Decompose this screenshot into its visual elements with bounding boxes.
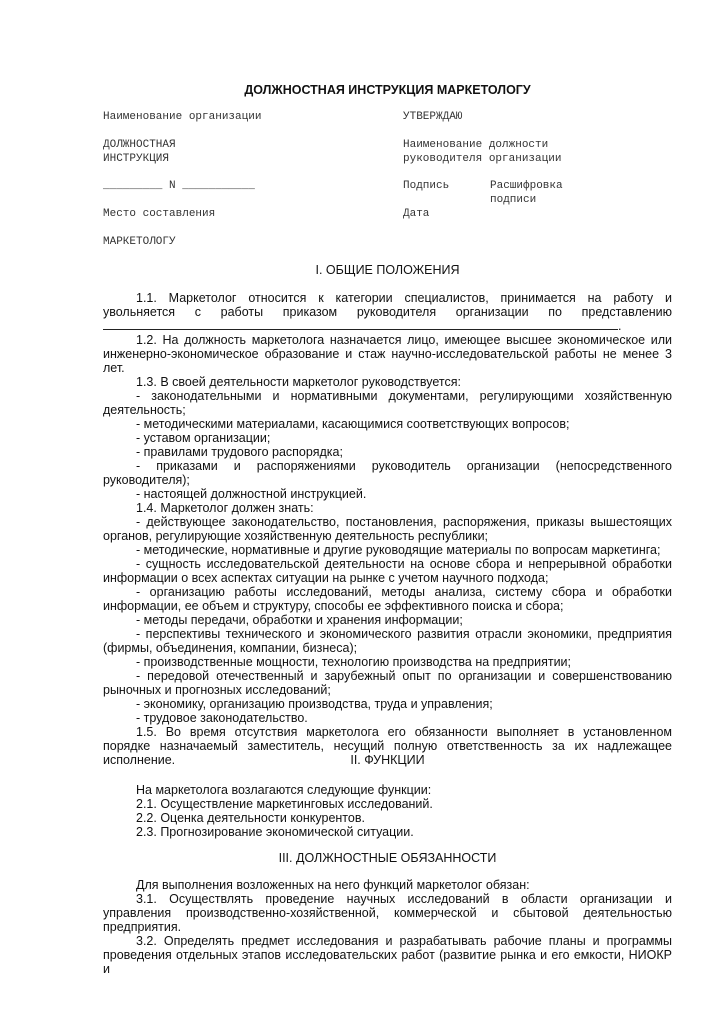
paragraph bbox=[103, 291, 672, 333]
paragraph-text: 2.2. Оценка деятельности конкурентов. bbox=[136, 811, 365, 825]
paragraph bbox=[103, 585, 672, 613]
place-label: Место составления bbox=[103, 208, 216, 220]
paragraph-text: 1.4. Маркетолог должен знать: bbox=[136, 501, 314, 515]
paragraph-text: 1.2. На должность маркетолога назначается лицо, имеющее высшее экономическое или инженерно-экономическое образование и стаж научно-исследовательской работы не менее 3 лет. bbox=[103, 333, 672, 375]
section-body bbox=[103, 878, 672, 976]
paragraph-text: - организацию работы исследований, методы анализа, систему сбора и обработки информации, ее объем и структуру, способы ее эффективного поиска и сбора; bbox=[103, 585, 672, 613]
paragraph-text: На маркетолога возлагаются следующие функции: bbox=[136, 783, 432, 797]
paragraph-text: - уставом организации; bbox=[136, 431, 271, 445]
paragraph bbox=[103, 557, 672, 585]
paragraph bbox=[103, 431, 672, 445]
decode-line-2: подписи bbox=[490, 194, 537, 206]
paragraph-text: - приказами и распоряжениями руководитель организации (непосредственного руководителя); bbox=[103, 459, 672, 487]
paragraph-text: 3.1. Осуществлять проведение научных исследований в области организации и управления производственно-хозяйственной, коммерческой и сбытовой деятельностью предприятия. bbox=[103, 892, 672, 934]
paragraph-text: - методические, нормативные и другие руководящие материалы по вопросам маркетинга; bbox=[136, 543, 661, 557]
signature-label: Подпись bbox=[403, 180, 450, 192]
paragraph-text: 1.3. В своей деятельности маркетолог руководствуется: bbox=[136, 375, 461, 389]
paragraph bbox=[103, 375, 672, 389]
blank-fill-line bbox=[103, 319, 618, 330]
paragraph-text: - перспективы технического и экономического развития отрасли экономики, предприятия (фирмы, объединения, компании, бизнеса); bbox=[103, 627, 672, 655]
paragraph-text: - сущность исследовательской деятельности на основе сбора и непрерывной обработки информации о всех аспектах ситуации на рынке с учетом научного подхода; bbox=[103, 557, 672, 585]
section-heading: I. ОБЩИЕ ПОЛОЖЕНИЯ bbox=[315, 263, 460, 277]
paragraph bbox=[103, 669, 672, 697]
paragraph bbox=[103, 613, 672, 627]
paragraph-text: - производственные мощности, технологию производства на предприятии; bbox=[136, 655, 572, 669]
paragraph bbox=[103, 825, 672, 839]
paragraph bbox=[103, 501, 672, 515]
paragraph-text: 2.3. Прогнозирование экономической ситуации. bbox=[136, 825, 414, 839]
paragraph-text: - трудовое законодательство. bbox=[136, 711, 308, 725]
paragraph-text: 2.1. Осуществление маркетинговых исследований. bbox=[136, 797, 433, 811]
doc-type-line-2: ИНСТРУКЦИЯ bbox=[103, 153, 170, 165]
paragraph bbox=[103, 711, 672, 725]
paragraph-text: - методы передачи, обработки и хранения информации; bbox=[136, 613, 463, 627]
doc-type-line-1: ДОЛЖНОСТНАЯ bbox=[103, 139, 176, 151]
section-heading: II. ФУНКЦИИ bbox=[350, 753, 425, 767]
paragraph bbox=[103, 811, 672, 825]
section-heading: III. ДОЛЖНОСТНЫЕ ОБЯЗАННОСТИ bbox=[278, 851, 497, 865]
paragraph-text: - правилами трудового распорядка; bbox=[136, 445, 343, 459]
section-body bbox=[103, 291, 672, 767]
head-title-line-1: Наименование должности bbox=[403, 139, 549, 151]
paragraph-text: 1.5. Во время отсутствия маркетолога его обязанности выполняет в установленном порядке назначаемый заместитель, несущий полную ответственность за их надлежащее исполнение. bbox=[103, 725, 672, 767]
decode-line-1: Расшифровка bbox=[490, 180, 563, 192]
paragraph bbox=[103, 878, 672, 892]
approve-label: УТВЕРЖДАЮ bbox=[403, 111, 463, 123]
paragraph-text: 1.1. Маркетолог относится к категории специалистов, принимается на работу и увольняется с работы приказом руководителя организации по представлению bbox=[103, 291, 672, 319]
paragraph bbox=[103, 487, 672, 501]
paragraph-text: - передовой отечественный и зарубежный опыт по организации и совершенствованию рыночных и прогнозных исследований; bbox=[103, 669, 672, 697]
paragraph bbox=[103, 417, 672, 431]
paragraph bbox=[103, 892, 672, 934]
paragraph-text: 3.2. Определять предмет исследования и разрабатывать рабочие планы и программы проведения отдельных этапов исследовательских работ (развитие рынка и его емкости, НИОКР и bbox=[103, 934, 672, 976]
org-name: Наименование организации bbox=[103, 111, 262, 123]
paragraph bbox=[103, 934, 672, 976]
paragraph bbox=[103, 459, 672, 487]
paragraph bbox=[103, 655, 672, 669]
paragraph bbox=[103, 445, 672, 459]
addressee: МАРКЕТОЛОГУ bbox=[103, 236, 176, 248]
document-title: ДОЛЖНОСТНАЯ ИНСТРУКЦИЯ МАРКЕТОЛОГУ bbox=[244, 83, 531, 97]
paragraph-text: - законодательными и нормативными документами, регулирующими хозяйственную деятельность; bbox=[103, 389, 672, 417]
paragraph bbox=[103, 333, 672, 375]
date-label: Дата bbox=[403, 208, 430, 220]
section-body bbox=[103, 783, 672, 839]
head-title-line-2: руководителя организации bbox=[403, 153, 562, 165]
paragraph bbox=[103, 543, 672, 557]
blank-end: . bbox=[618, 319, 622, 333]
paragraph bbox=[103, 389, 672, 417]
paragraph bbox=[103, 515, 672, 543]
paragraph-text: - методическими материалами, касающимися соответствующих вопросов; bbox=[136, 417, 570, 431]
paragraph-text: - экономику, организацию производства, труда и управления; bbox=[136, 697, 493, 711]
paragraph-text: Для выполнения возложенных на него функций маркетолог обязан: bbox=[136, 878, 530, 892]
paragraph bbox=[103, 783, 672, 797]
paragraph bbox=[103, 627, 672, 655]
paragraph bbox=[103, 697, 672, 711]
paragraph-text: - действующее законодательство, постановления, распоряжения, приказы вышестоящих органов, регулирующие хозяйственную деятельность республики; bbox=[103, 515, 672, 543]
number-line: _________ N ___________ bbox=[103, 180, 255, 192]
paragraph-text: - настоящей должностной инструкцией. bbox=[136, 487, 367, 501]
paragraph bbox=[103, 797, 672, 811]
